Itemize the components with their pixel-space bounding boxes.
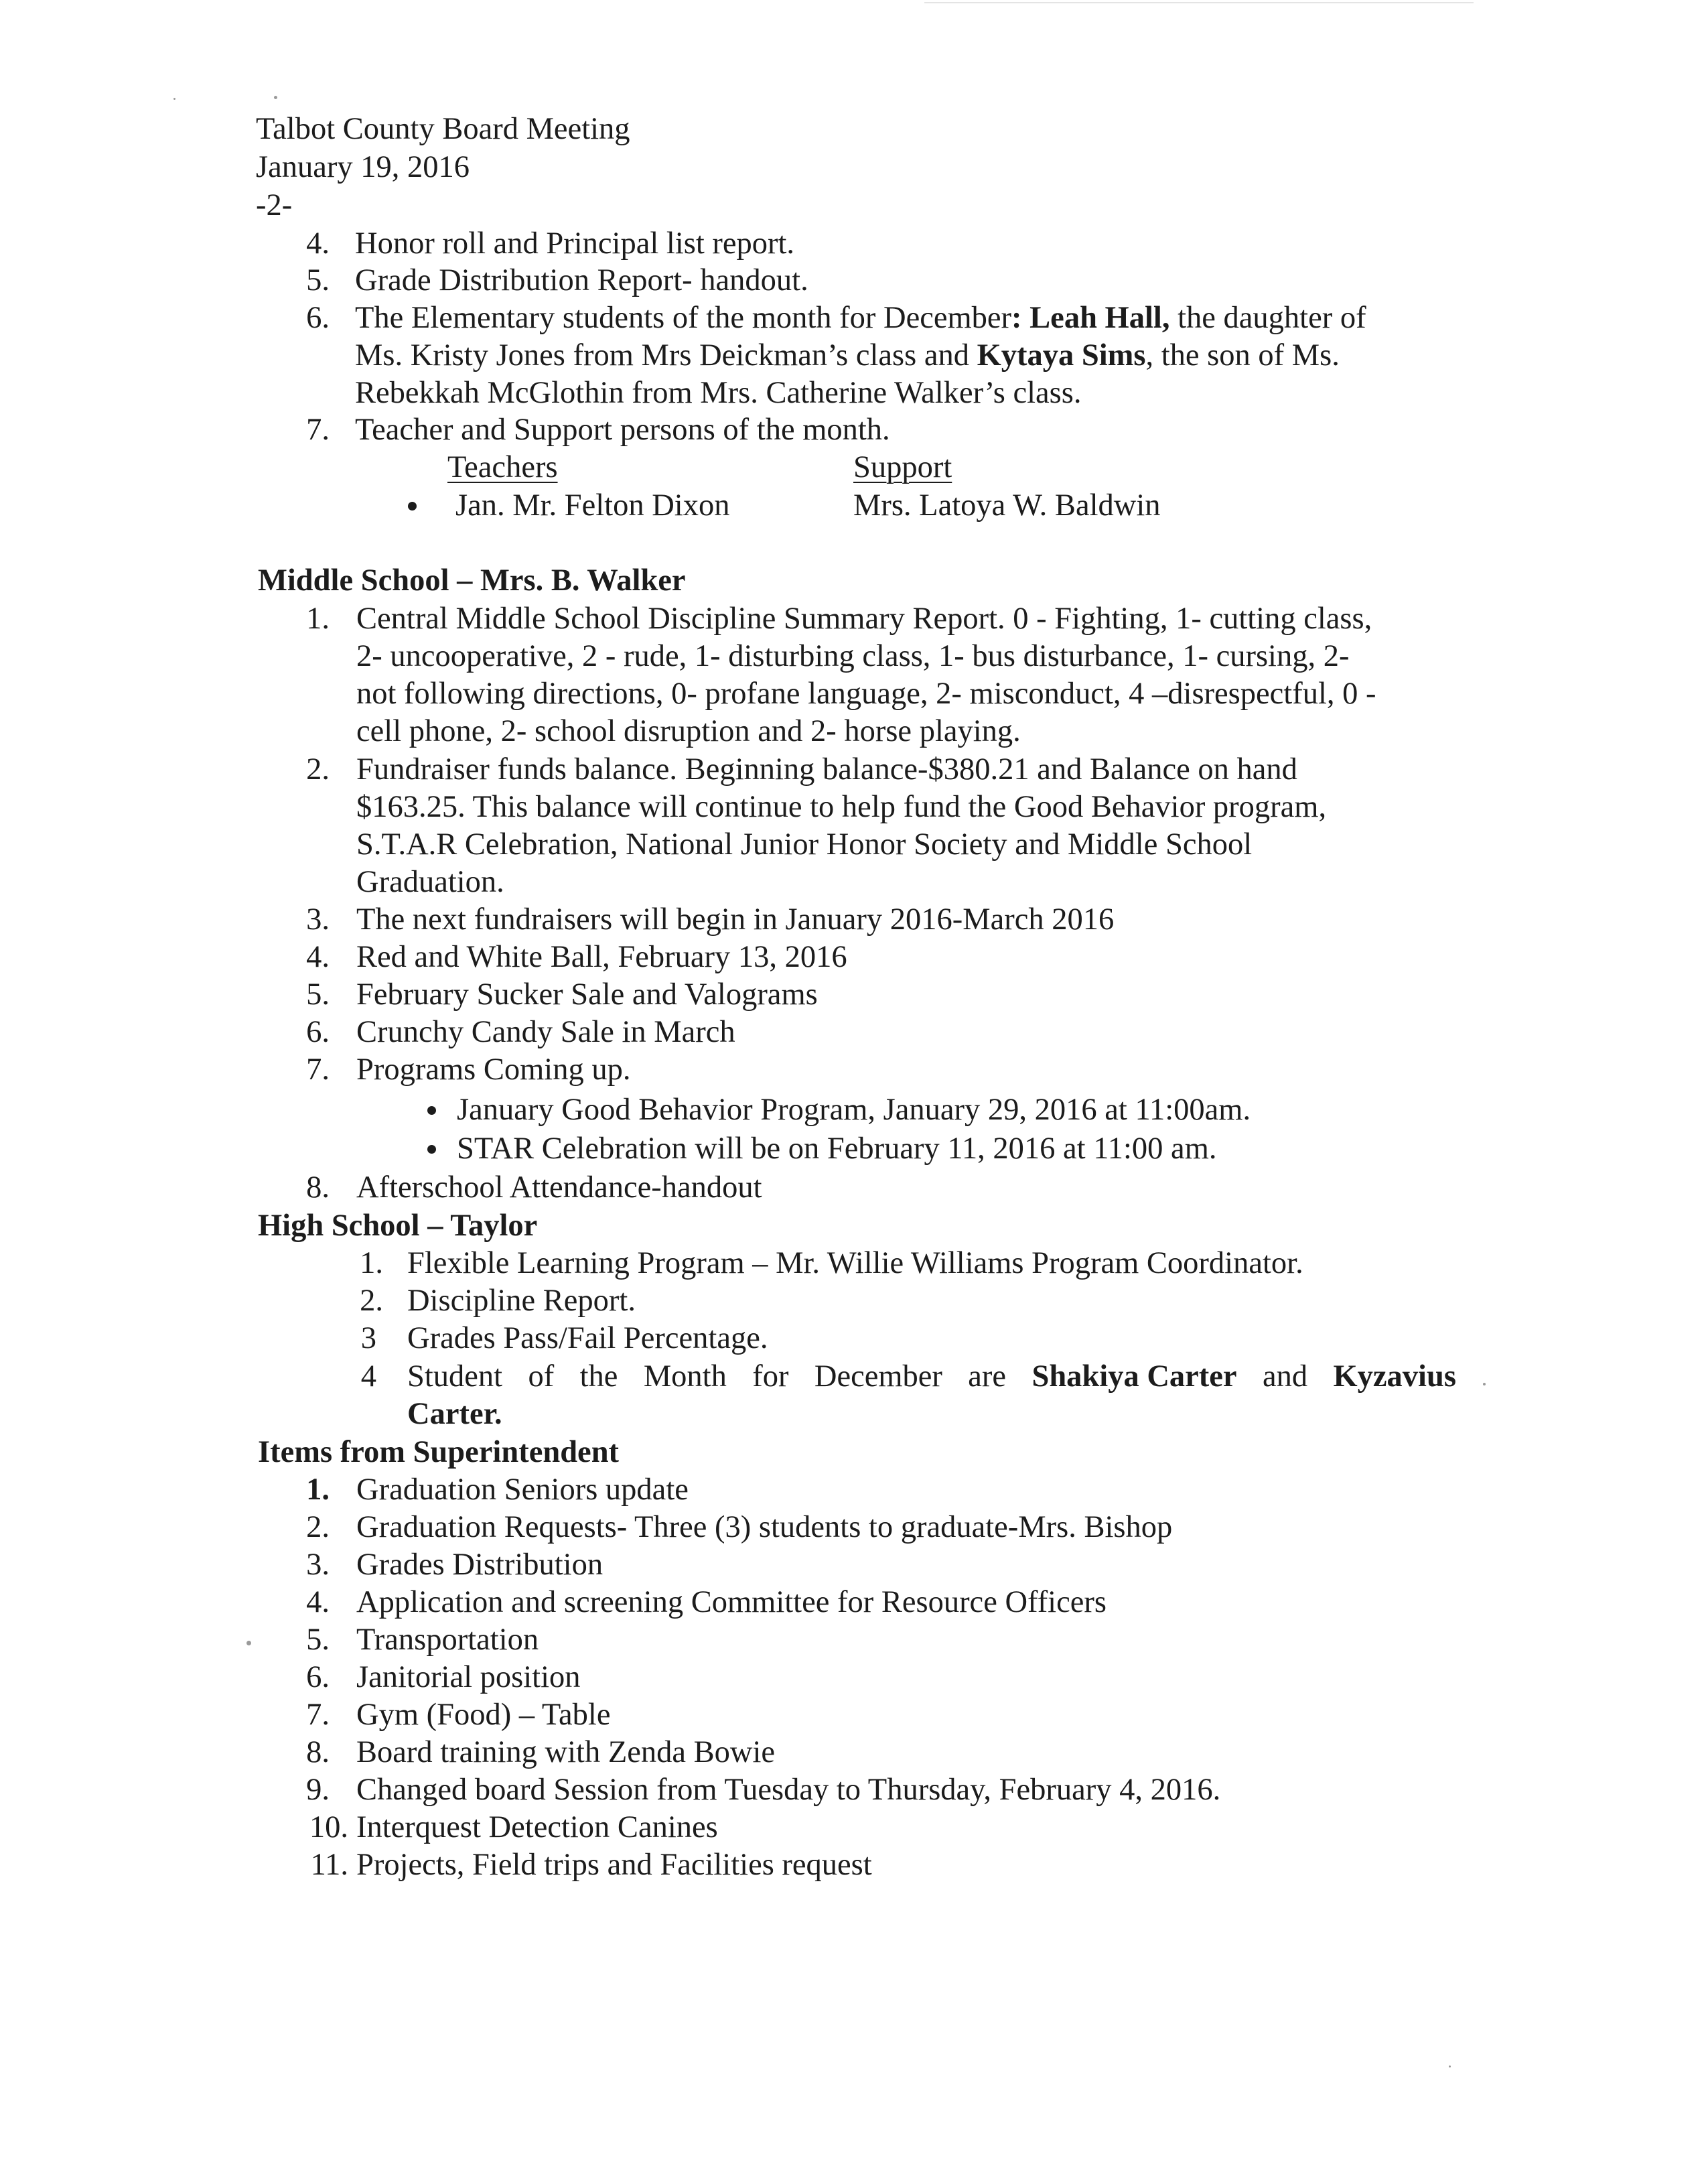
item-number: 6. bbox=[306, 301, 330, 335]
students-of-month-line bbox=[355, 299, 1366, 337]
item-number: 11. bbox=[310, 1848, 348, 1882]
word: of bbox=[528, 1359, 555, 1394]
word: for bbox=[752, 1359, 789, 1394]
list-item-text: 2- uncooperative, 2 - rude, 1- disturbing class, 1- bus disturbance, 1- cursing, 2- bbox=[356, 639, 1350, 673]
item-number: 9. bbox=[306, 1773, 330, 1807]
list-item-text: not following directions, 0- profane language, 2- misconduct, 4 –disrespectful, 0 - bbox=[356, 677, 1376, 711]
list-item-text: Graduation. bbox=[356, 865, 504, 899]
item-number: 7. bbox=[306, 1053, 330, 1087]
list-item-text: cell phone, 2- school disruption and 2- horse playing. bbox=[356, 714, 1021, 748]
list-item-text: , the son of Ms. bbox=[1145, 338, 1340, 372]
list-item-text: The next fundraisers will begin in January 2016-March 2016 bbox=[356, 902, 1115, 937]
student-name: Shakiya Carter bbox=[1031, 1359, 1237, 1394]
superintendent-heading: Items from Superintendent bbox=[258, 1435, 620, 1469]
student-name: Leah Hall, bbox=[1029, 301, 1170, 335]
word: are bbox=[968, 1359, 1007, 1394]
support-column-header: Support bbox=[853, 450, 952, 484]
student-name: Kyzavius bbox=[1333, 1359, 1456, 1394]
list-item-text: Board training with Zenda Bowie bbox=[356, 1735, 776, 1769]
item-number: 1. bbox=[306, 602, 330, 636]
list-item-text: Ms. Kristy Jones from Mrs Deickman’s class and bbox=[355, 338, 969, 372]
meeting-title: Talbot County Board Meeting bbox=[256, 112, 630, 146]
list-item-text: Crunchy Candy Sale in March bbox=[356, 1015, 735, 1049]
meeting-date: January 19, 2016 bbox=[256, 150, 470, 184]
item-number: 4. bbox=[306, 1585, 330, 1619]
item-number: 2. bbox=[306, 752, 330, 787]
page-marker: -2- bbox=[256, 188, 293, 222]
item-number: 8. bbox=[306, 1735, 330, 1769]
item-number: 10. bbox=[309, 1810, 348, 1844]
item-number: 8. bbox=[306, 1170, 330, 1205]
students-of-month-line bbox=[355, 337, 1340, 375]
middle-school-heading: Middle School – Mrs. B. Walker bbox=[258, 563, 686, 598]
scan-speck bbox=[246, 1641, 251, 1645]
item-number: 6. bbox=[306, 1015, 330, 1049]
list-item-text: Fundraiser funds balance. Beginning balance-$380.21 and Balance on hand bbox=[356, 752, 1297, 787]
list-item-text: Programs Coming up. bbox=[356, 1053, 631, 1087]
list-item-text: Teacher and Support persons of the month. bbox=[355, 413, 890, 447]
list-item-text: Red and White Ball, February 13, 2016 bbox=[356, 940, 847, 974]
teacher-of-month: Jan. Mr. Felton Dixon bbox=[455, 488, 730, 523]
list-item-text: Graduation Requests- Three (3) students to graduate-Mrs. Bishop bbox=[356, 1510, 1173, 1544]
list-item-text: Discipline Report. bbox=[407, 1284, 636, 1318]
list-item-text: Application and screening Committee for Resource Officers bbox=[356, 1585, 1107, 1619]
program-item: STAR Celebration will be on February 11, 2016 at 11:00 am. bbox=[457, 1132, 1217, 1166]
list-item-text: Changed board Session from Tuesday to Thursday, February 4, 2016. bbox=[356, 1773, 1221, 1807]
teachers-column-header: Teachers bbox=[447, 450, 558, 484]
item-number: 1. bbox=[306, 1473, 330, 1507]
student-name: Carter. bbox=[407, 1397, 502, 1431]
student-name: Kytaya Sims bbox=[977, 338, 1146, 372]
item-number: 6. bbox=[306, 1660, 330, 1694]
list-item-text: February Sucker Sale and Valograms bbox=[356, 977, 818, 1012]
list-item-text: Afterschool Attendance-handout bbox=[356, 1170, 762, 1205]
word: Student bbox=[407, 1359, 503, 1394]
item-number: 2. bbox=[306, 1510, 330, 1544]
item-number: 2. bbox=[360, 1284, 383, 1318]
list-item-text: S.T.A.R Celebration, National Junior Honor Society and Middle School bbox=[356, 827, 1253, 862]
word: December bbox=[814, 1359, 942, 1394]
list-item-text: Central Middle School Discipline Summary Report. 0 - Fighting, 1- cutting class, bbox=[356, 602, 1372, 636]
item-number: 3 bbox=[360, 1321, 376, 1355]
list-item-text: Grade Distribution Report- handout. bbox=[355, 263, 808, 297]
list-item-text: the daughter of bbox=[1178, 301, 1366, 335]
item-number: 7. bbox=[306, 413, 330, 447]
item-number: 1. bbox=[360, 1246, 383, 1280]
word: and bbox=[1262, 1359, 1308, 1394]
list-item-text: Interquest Detection Canines bbox=[356, 1810, 718, 1844]
list-item-text: Transportation bbox=[356, 1623, 539, 1657]
bullet-icon bbox=[408, 502, 417, 511]
item-number: 5. bbox=[306, 1623, 330, 1657]
item-number: 4. bbox=[306, 226, 330, 261]
list-item-text: Grades Distribution bbox=[356, 1548, 603, 1582]
list-item-text: The Elementary students of the month for December bbox=[355, 301, 1012, 335]
list-item-text: Projects, Field trips and Facilities request bbox=[356, 1848, 872, 1882]
justified-line bbox=[407, 1358, 1456, 1396]
word: the bbox=[579, 1359, 618, 1394]
item-number: 5. bbox=[306, 263, 330, 297]
list-item-text: $163.25. This balance will continue to help fund the Good Behavior program, bbox=[356, 790, 1327, 824]
scan-speck bbox=[1449, 2065, 1451, 2067]
list-item-text: Honor roll and Principal list report. bbox=[355, 226, 795, 261]
colon: : bbox=[1011, 301, 1022, 335]
item-number: 4. bbox=[306, 940, 330, 974]
item-number: 5. bbox=[306, 977, 330, 1012]
bullet-icon bbox=[427, 1145, 436, 1154]
high-school-heading: High School – Taylor bbox=[258, 1209, 538, 1243]
list-item-text: Graduation Seniors update bbox=[356, 1473, 689, 1507]
list-item-text: Grades Pass/Fail Percentage. bbox=[407, 1321, 768, 1355]
scan-speck bbox=[1483, 1383, 1486, 1385]
item-number: 3. bbox=[306, 902, 330, 937]
scan-speck bbox=[274, 96, 277, 99]
support-of-month: Mrs. Latoya W. Baldwin bbox=[853, 488, 1161, 523]
item-number: 3. bbox=[306, 1548, 330, 1582]
item-number: 4 bbox=[360, 1359, 376, 1394]
item-number: 7. bbox=[306, 1698, 330, 1732]
list-item-text: Flexible Learning Program – Mr. Willie Williams Program Coordinator. bbox=[407, 1246, 1303, 1280]
word: Month bbox=[643, 1359, 727, 1394]
bullet-icon bbox=[427, 1106, 436, 1115]
students-of-month-line: Rebekkah McGlothin from Mrs. Catherine Walker’s class. bbox=[355, 376, 1082, 410]
list-item-text: Janitorial position bbox=[356, 1660, 581, 1694]
list-item-text: Gym (Food) – Table bbox=[356, 1698, 611, 1732]
scan-edge-line bbox=[924, 2, 1474, 3]
scan-speck bbox=[173, 98, 175, 100]
program-item: January Good Behavior Program, January 29, 2016 at 11:00am. bbox=[457, 1093, 1251, 1127]
